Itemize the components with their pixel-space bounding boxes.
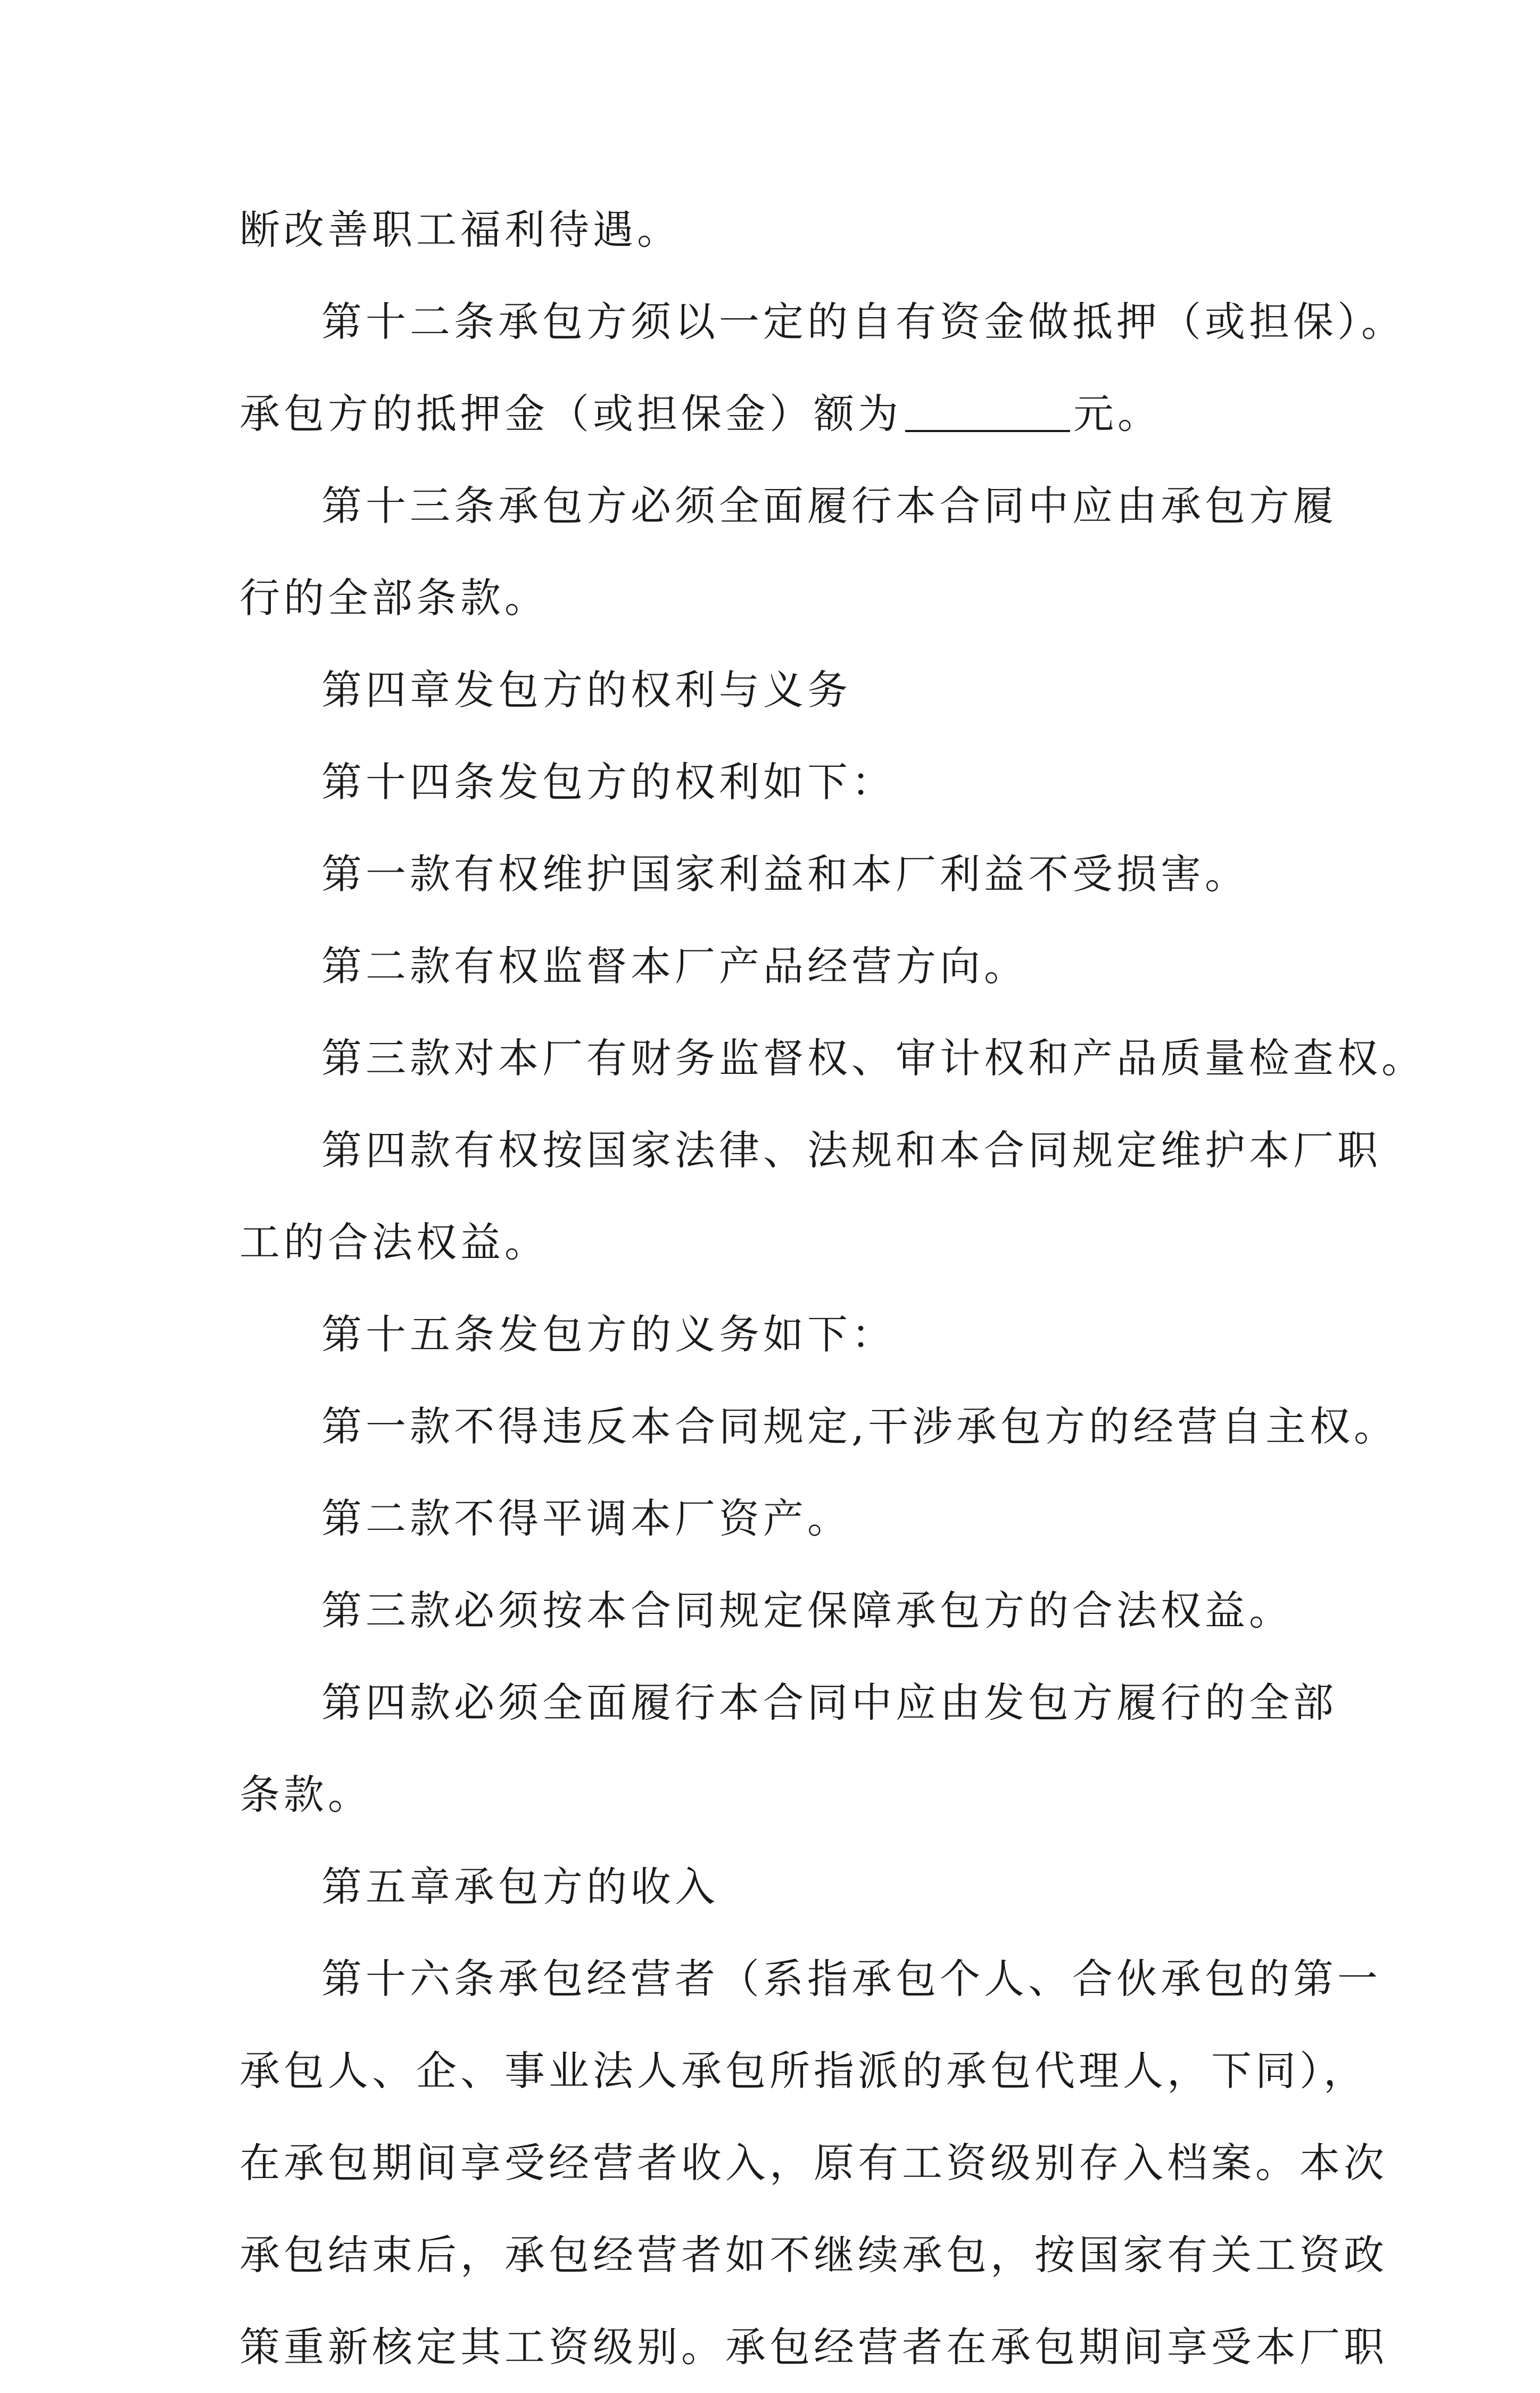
paragraph-line: 承包人、企、事业法人承包所指派的承包代理人，下同）， bbox=[239, 2047, 1368, 2094]
clause-line: 第四款有权按国家法律、法规和本合同规定维护本厂职 bbox=[321, 1127, 1381, 1174]
paragraph-line: 承包结束后，承包经营者如不继续承包，按国家有关工资政 bbox=[239, 2231, 1388, 2279]
article-heading: 第十四条发包方的权利如下： bbox=[321, 758, 896, 806]
clause-line: 第二款有权监督本厂产品经营方向。 bbox=[321, 942, 1028, 990]
clause-line: 工的合法权益。 bbox=[239, 1219, 549, 1266]
paragraph-line: 策重新核定其工资级别。承包经营者在承包期间享受本厂职 bbox=[239, 2323, 1388, 2371]
paragraph-line: 行的全部条款。 bbox=[239, 574, 549, 622]
paragraph-line bbox=[239, 368, 1314, 460]
deposit-amount-label: 承包方的抵押金（或担保金）额为 bbox=[239, 390, 902, 437]
paragraph-line: 第十三条承包方必须全面履行本合同中应由承包方履 bbox=[321, 482, 1337, 529]
chapter-heading: 第五章承包方的收入 bbox=[321, 1863, 719, 1910]
currency-unit: 元。 bbox=[1073, 390, 1162, 437]
paragraph-line: 第十二条承包方须以一定的自有资金做抵押（或担保）。 bbox=[321, 298, 1405, 345]
clause-line: 第四款必须全面履行本合同中应由发包方履行的全部 bbox=[321, 1679, 1337, 1726]
clause-line: 第一款不得违反本合同规定,干涉承包方的经营自主权。 bbox=[321, 1403, 1398, 1450]
deposit-amount-blank bbox=[905, 390, 1070, 432]
clause-line: 第三款对本厂有财务监督权、审计权和产品质量检查权。 bbox=[321, 1034, 1426, 1082]
paragraph-line: 断改善职工福利待遇。 bbox=[239, 206, 681, 253]
clause-line: 第一款有权维护国家利益和本厂利益不受损害。 bbox=[321, 850, 1249, 898]
article-heading: 第十五条发包方的义务如下： bbox=[321, 1311, 896, 1358]
paragraph-line: 在承包期间享受经营者收入，原有工资级别存入档案。本次 bbox=[239, 2139, 1388, 2187]
paragraph-line: 第十六条承包经营者（系指承包个人、合伙承包的第一 bbox=[321, 1955, 1381, 2002]
chapter-heading: 第四章发包方的权利与义务 bbox=[321, 666, 851, 714]
clause-line: 第二款不得平调本厂资产。 bbox=[321, 1495, 851, 1542]
clause-line: 条款。 bbox=[239, 1771, 372, 1818]
clause-line: 第三款必须按本合同规定保障承包方的合法权益。 bbox=[321, 1587, 1293, 1634]
document-body bbox=[239, 184, 1426, 2393]
